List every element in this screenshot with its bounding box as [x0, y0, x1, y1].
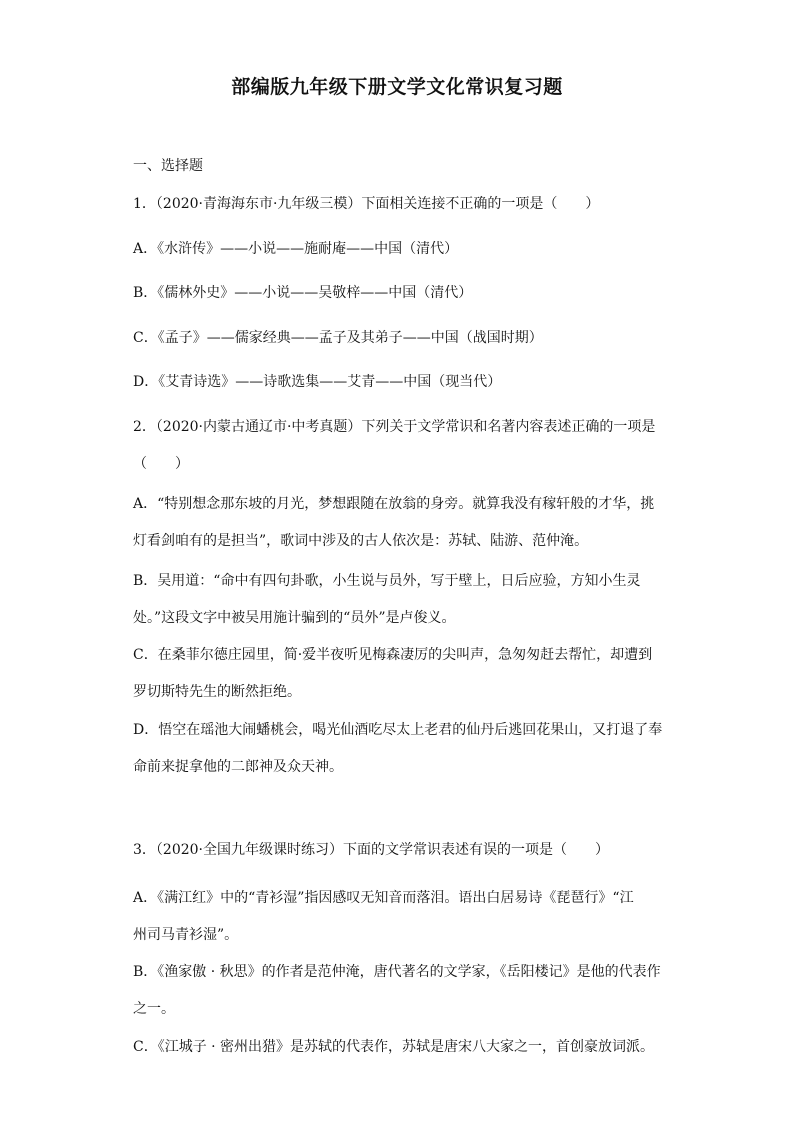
question-3-option-c	[133, 1029, 663, 1066]
question-2-option-c	[133, 637, 663, 711]
option-line: C．《江城子 · 密州出猎》是苏轼的代表作，苏轼是唐宋八大家之一，首创豪放词派。	[133, 1039, 655, 1055]
document-title: 部编版九年级下册文学文化常识复习题	[231, 76, 563, 98]
question-3-option-b	[133, 954, 663, 1028]
question-1-option-a	[133, 231, 663, 268]
option-line: C．《孟子》——儒家经典——孟子及其弟子——中国（战国时期）	[133, 330, 543, 346]
question-1-option-d	[133, 364, 663, 401]
question-2-option-a	[133, 486, 663, 560]
stem-line: 3．（2020·全国九年级课时练习）下面的文学常识表述有误的一项是（ ）	[133, 842, 609, 858]
question-1-option-c	[133, 320, 663, 357]
option-line: B．《儒林外史》——小说——吴敬梓——中国（清代）	[133, 285, 473, 301]
question-1-option-b	[133, 275, 663, 312]
option-line: 之一。	[133, 1001, 175, 1017]
question-2-stem	[133, 409, 663, 483]
question-3-stem	[133, 832, 663, 869]
section-heading: 一、选择题	[133, 158, 203, 174]
question-3-option-a	[133, 880, 663, 954]
option-line: A．《水浒传》——小说——施耐庵——中国（清代）	[133, 241, 459, 257]
option-line: 命前来捉拿他的二郎神及众天神。	[133, 759, 343, 775]
option-line: B．《渔家傲 · 秋思》的作者是范仲淹，唐代著名的文学家，《岳阳楼记》是他的代表作	[133, 964, 661, 980]
option-line: C．在桑菲尔德庄园里，简·爱半夜听见梅森凄厉的尖叫声，急匆匆赶去帮忙，却遭到	[133, 647, 653, 663]
option-line: D．《艾青诗选》——诗歌选集——艾青——中国（现当代）	[133, 374, 502, 390]
option-line: A．《满江红》中的“青衫湿”指因感叹无知音而落泪。语出白居易诗《琵琶行》“江	[133, 890, 634, 906]
option-line: 灯看剑咱有的是担当”，歌词中涉及的古人依次是：苏轼、陆游、范仲淹。	[133, 533, 589, 549]
stem-line: 2．（2020·内蒙古通辽市·中考真题）下列关于文学常识和名著内容表述正确的一项是	[133, 419, 656, 435]
option-line: B．吴用道：“命中有四句卦歌，小生说与员外，写于壁上，日后应验，方知小生灵	[133, 573, 641, 589]
stem-line: （ ）	[133, 456, 189, 472]
option-line: A．“特别想念那东坡的月光，梦想跟随在放翁的身旁。就算我没有稼轩般的才华，挑	[133, 496, 655, 512]
option-line: 处。”这段文字中被吴用施计骗到的“员外”是卢俊义。	[133, 610, 456, 626]
question-2-option-d	[133, 712, 663, 786]
option-line: 州司马青衫湿”。	[133, 927, 239, 943]
question-1-stem	[133, 186, 663, 223]
option-line: D．悟空在瑶池大闹蟠桃会，喝光仙酒吃尽太上老君的仙丹后逃回花果山，又打退了奉	[133, 722, 663, 738]
question-2-option-b	[133, 563, 663, 637]
stem-line: 1．（2020·青海海东市·九年级三模）下面相关连接不正确的一项是（ ）	[133, 196, 600, 212]
option-line: 罗切斯特先生的断然拒绝。	[133, 684, 301, 700]
